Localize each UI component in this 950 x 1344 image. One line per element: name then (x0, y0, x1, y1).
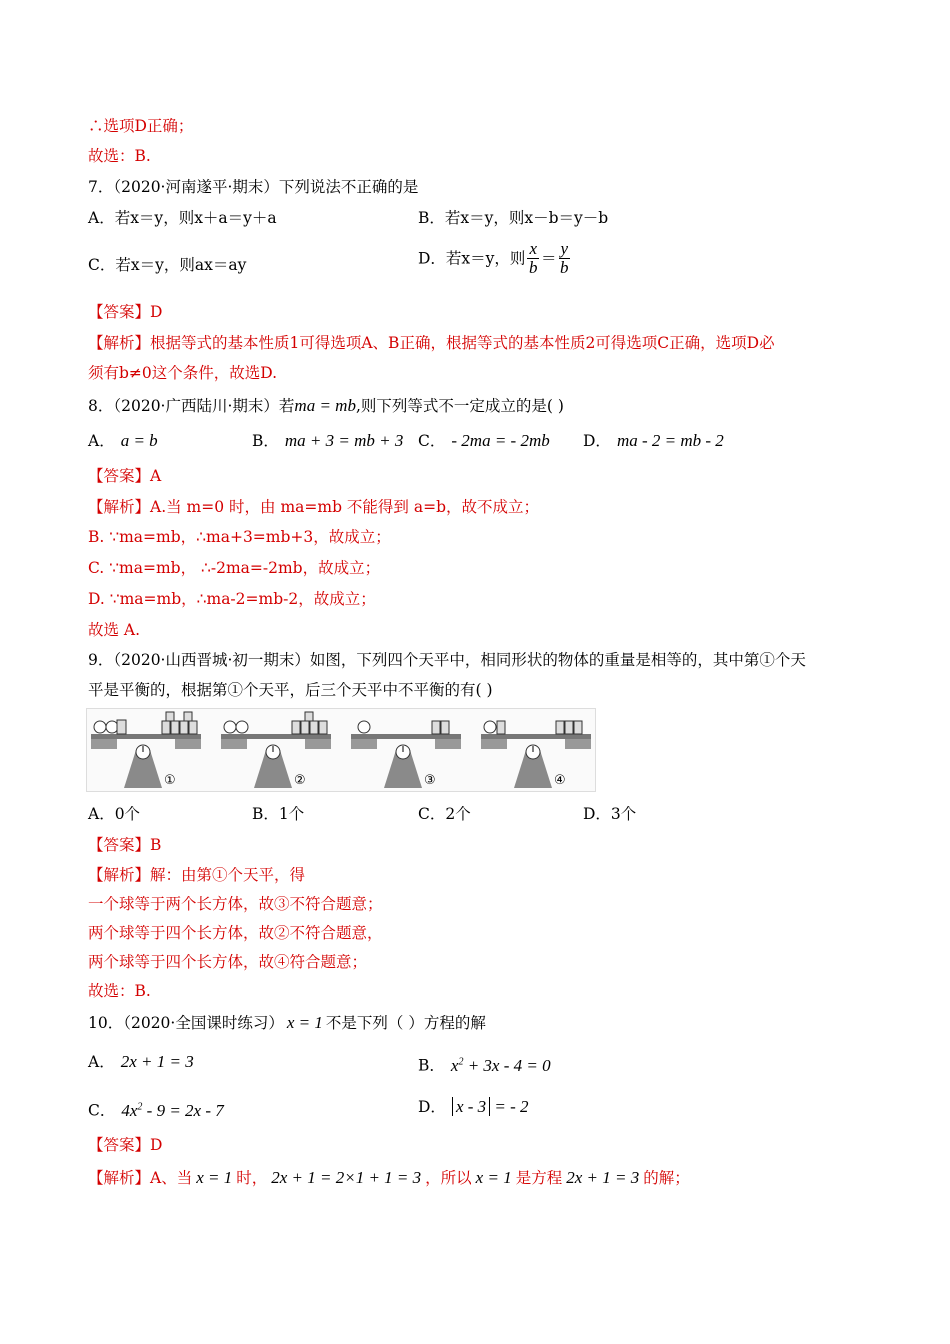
q7-option-d (418, 240, 572, 277)
math: 2x + 1 = 3 (566, 1168, 640, 1187)
scale-2-label: ② (294, 773, 306, 788)
scale-1-label: ① (164, 773, 176, 788)
frac-den: b (528, 258, 538, 277)
q8-stem (88, 396, 564, 416)
q7-option-b: B．若x＝y，则x－b＝y－b (418, 209, 609, 227)
math-rest: = - 2 (490, 1097, 529, 1116)
math-rest: + 3x - 4 = 0 (463, 1055, 551, 1075)
q9-option-b: B．1个 (252, 805, 305, 823)
equals: ＝ (540, 249, 557, 268)
q10-option-a (88, 1052, 194, 1072)
q7-explanation-2: 须有b≠0这个条件，故选D. (88, 364, 278, 382)
exponent: 2 (137, 1101, 143, 1112)
math: x = 1 (475, 1168, 512, 1187)
label: D． (418, 1098, 446, 1116)
q9-explanation-1: 【解析】解：由第①个天平，得 (88, 866, 306, 884)
math (451, 1056, 551, 1075)
text: 的解； (643, 1169, 690, 1187)
q8-explanation-4: D. ∵ma=mb，∴ma-2=mb-2，故成立； (88, 590, 376, 608)
label: C． (418, 432, 446, 450)
q7-answer: 【答案】D (88, 303, 163, 321)
q10-stem-math: x = 1 (286, 1013, 323, 1032)
q8-option-b (252, 431, 403, 451)
frac-num: y (560, 239, 569, 258)
q10-option-b (418, 1052, 551, 1076)
q10-explanation-1 (88, 1168, 690, 1188)
term: 4x (121, 1100, 138, 1120)
q7-option-a: A．若x＝y，则x＋a＝y＋a (88, 209, 277, 227)
q9-option-a: A．0个 (88, 805, 141, 823)
q8-option-a (88, 431, 158, 451)
q8-option-d (583, 431, 724, 451)
label: B． (252, 432, 279, 450)
text: 是方程 (515, 1169, 563, 1187)
frac-den: b (560, 258, 569, 277)
q9-stem-1: 9．（2020·山西晋城·初一期末）如图，下列四个天平中，相同形状的物体的重量是相等的，其中第①个天 (88, 651, 806, 669)
label: C． (88, 1101, 116, 1120)
math: a = b (120, 431, 158, 450)
q8-stem-text: 8．（2020·广西陆川·期末）若 (88, 397, 295, 415)
math: 2x + 1 = 3 (120, 1052, 194, 1071)
label: A． (88, 432, 115, 450)
q9-explanation-5: 故选：B. (88, 982, 151, 1000)
q8-explanation-3: C. ∵ma=mb， ∴-2ma=-2mb，故成立； (88, 559, 381, 577)
q7-d-fraction-x-over-b (527, 240, 539, 277)
label: D． (583, 432, 611, 450)
math: 2x + 1 = 2×1 + 1 = 3 (271, 1168, 422, 1187)
q9-explanation-3: 两个球等于四个长方体，故②不符合题意， (88, 924, 383, 942)
q7-option-c: C．若x＝y，则ax＝ay (88, 256, 247, 274)
q7-option-d-label: D．若x＝y，则 (418, 249, 526, 268)
math (121, 1101, 223, 1120)
label: B． (418, 1056, 445, 1075)
q8-stem-suffix: ,则下列等式不一定成立的是( ) (355, 397, 564, 415)
q9-stem-2: 平是平衡的，根据第①个天平，后三个天平中不平衡的有( ) (88, 681, 493, 699)
math (452, 1097, 529, 1116)
q10-option-c (88, 1097, 224, 1121)
q10-stem-text: 10．（2020·全国课时练习） (88, 1014, 284, 1032)
q8-explanation-2: B. ∵ma=mb，∴ma+3=mb+3，故成立； (88, 528, 391, 546)
math: x = 1 (196, 1168, 233, 1187)
line-option-d-correct: ∴选项D正确； (88, 117, 194, 135)
math: ma + 3 = mb + 3 (284, 431, 404, 450)
q10-stem (88, 1013, 486, 1033)
var-x: x (450, 1055, 459, 1075)
math: - 2ma = - 2mb (451, 431, 550, 450)
q9-option-c: C．2个 (418, 805, 471, 823)
q8-explanation-5: 故选 A. (88, 621, 141, 639)
q8-explanation-1: 【解析】A.当 m=0 时，由 ma=mb 不能得到 a=b，故不成立； (88, 498, 539, 516)
q9-option-d: D．3个 (583, 805, 637, 823)
q10-option-d (418, 1097, 529, 1117)
balance-scales-figure (86, 708, 596, 792)
text: ，所以 (425, 1169, 472, 1187)
q8-option-c (418, 431, 550, 451)
q9-answer: 【答案】B (88, 836, 162, 854)
frac-num: x (529, 239, 537, 258)
exponent: 2 (458, 1056, 464, 1067)
q10-stem-suffix: 不是下列（ ）方程的解 (325, 1014, 486, 1032)
q9-explanation-2: 一个球等于两个长方体，故③不符合题意； (88, 895, 383, 913)
math-rest: - 9 = 2x - 7 (142, 1100, 224, 1120)
absolute-value: x - 3 (452, 1097, 490, 1116)
q9-explanation-4: 两个球等于四个长方体，故④符合题意； (88, 953, 368, 971)
scale-3-label: ③ (424, 773, 436, 788)
q7-explanation-1: 【解析】根据等式的基本性质1可得选项A、B正确，根据等式的基本性质2可得选项C正确，选项D必 (88, 334, 775, 352)
q7-stem: 7．（2020·河南遂平·期末）下列说法不正确的是 (88, 178, 419, 196)
text: 【解析】A、当 (88, 1169, 193, 1187)
label: A． (88, 1053, 115, 1071)
line-choose-b: 故选：B. (88, 147, 151, 165)
q7-d-fraction-y-over-b (559, 240, 571, 277)
q8-stem-math: ma = mb (294, 396, 356, 415)
q10-answer: 【答案】D (88, 1136, 163, 1154)
q8-answer: 【答案】A (88, 467, 162, 485)
math: ma - 2 = mb - 2 (616, 431, 724, 450)
text: 时， (236, 1169, 268, 1187)
scale-4-label: ④ (554, 773, 566, 788)
